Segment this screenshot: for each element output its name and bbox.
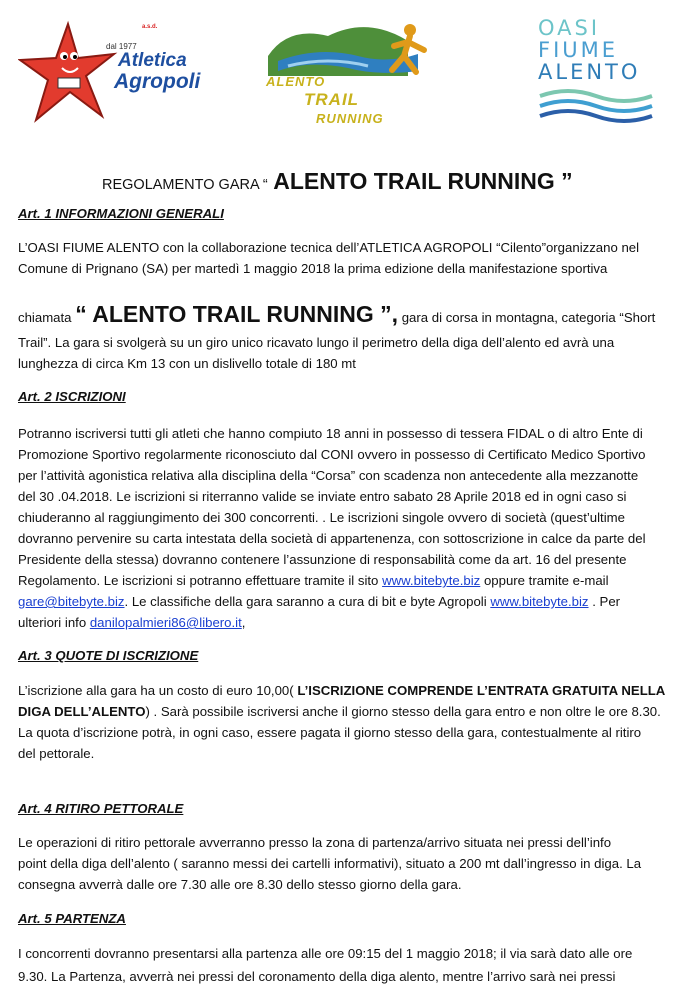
bitebyte-site-link[interactable]: www.bitebyte.biz [382, 573, 481, 588]
red-starfish-runner-icon [18, 20, 118, 130]
art3-line [18, 682, 665, 700]
art3-line: La quota d’iscrizione potrà, in ogni caso, essere pagata il giorno stesso della gara, contestualmente al ritiro [18, 725, 642, 740]
alento-trail-running-logo [258, 16, 438, 134]
art2-line8-suffix: oppure tramite e-mail [480, 573, 609, 588]
art3-line: del pettorale. [18, 746, 95, 761]
art2-line: dovranno pervenire su carta intestata della società di appartenenza, con sottoscrizione in calce da parte del [18, 531, 646, 546]
art2-line-links [18, 572, 609, 590]
art2-line: del 30 .04.2018. Le iscrizioni si riterranno valide se inviate entro sabato 28 Aprile 2018 ed in ogni caso si [18, 489, 627, 504]
logo-name-line2: Agropoli [114, 70, 201, 93]
art2-line: chiuderanno al raggiungimento dei 300 concorrenti. . Le iscrizioni singole ovvero di società (quest’ultime [18, 510, 625, 525]
art4-line: Le operazioni di ritiro pettorale avverranno presso la zona di partenza/arrivo situata nei pressi dell’info [18, 835, 612, 850]
art2-line9-mid: . Le classifiche della gara saranno a cura di bit e byte Agropoli [124, 594, 491, 609]
art3-line1-bold: L’ISCRIZIONE COMPRENDE L’ENTRATA GRATUITA NELLA [297, 683, 666, 698]
art2-line10-suffix: , [241, 615, 246, 630]
art2-line-links [18, 614, 245, 632]
art3-line2-suffix: ) . Sarà possibile iscriversi anche il giorno stesso della gara entro e non oltre le ore 8.30. [145, 704, 661, 719]
art5-line: 9.30. La Partenza, avverrà nei pressi del coronamento della diga alento, mentre l’arrivo sarà nei pressi [18, 969, 616, 984]
bitebyte-email-link[interactable]: gare@bitebyte.biz [18, 594, 125, 609]
oasi-fiume-alento-logo [530, 14, 680, 126]
art1-line3-prefix: chiamata [18, 310, 76, 325]
art4-line: consegna avverrà dalle ore 7.30 alle ore 8.30 dello stesso giorno della gara. [18, 877, 462, 892]
art2-heading: Art. 2 ISCRIZIONI [18, 389, 126, 404]
logo-since: dal 1977 [106, 42, 137, 51]
art1-line: lunghezza di circa Km 13 con un dislivello totale di 180 mt [18, 356, 356, 371]
title-prefix: REGOLAMENTO GARA “ [102, 177, 268, 193]
art4-line: point della diga dell’alento ( saranno messi dei cartelli informativi), situato a 200 mt dall’ingresso in diga. La [18, 856, 642, 871]
title-main: ALENTO TRAIL RUNNING ” [267, 168, 573, 194]
art1-line3-suffix: gara di corsa in montagna, categoria “Short [398, 310, 656, 325]
art4-heading: Art. 4 RITIRO PETTORALE [18, 801, 184, 816]
logo-name-line1: Atletica [118, 50, 187, 71]
art1-line: L’OASI FIUME ALENTO con la collaborazione tecnica dell’ATLETICA AGROPOLI “Cilento”organizzano nel [18, 240, 640, 255]
art5-line: I concorrenti dovranno presentarsi alla partenza alle ore 09:15 del 1 maggio 2018; il via sarà dato alle ore [18, 946, 633, 961]
art3-line1-prefix: L’iscrizione alla gara ha un costo di euro 10,00( [18, 683, 298, 698]
bitebyte-site-link-2[interactable]: www.bitebyte.biz [490, 594, 589, 609]
art5-heading: Art. 5 PARTENZA [18, 911, 126, 926]
art1-line: Comune di Prignano (SA) per martedì 1 maggio 2018 la prima edizione della manifestazione sportiva [18, 261, 608, 276]
contact-email-link[interactable]: danilopalmieri86@libero.it [89, 615, 242, 630]
art2-line10-prefix: ulteriori info [18, 615, 90, 630]
event-name: “ ALENTO TRAIL RUNNING ”, [75, 301, 399, 327]
logo-line2: TRAIL [304, 90, 360, 109]
atletica-agropoli-logo [18, 20, 201, 130]
art2-line: Presidente della stessa) dovranno contenere l’assunzione di responsabilità come da art. 16 del presente [18, 552, 627, 567]
wave-lines-icon [536, 88, 656, 124]
art1-heading: Art. 1 INFORMAZIONI GENERALI [18, 206, 224, 221]
art2-line: Promozione Sportivo regolarmente riconosciuto dal CONI ovvero in possesso di Certificato Medico Sportivo [18, 447, 646, 462]
logo-line3: RUNNING [316, 111, 384, 126]
art1-line: Trail”. La gara si svolgerà su un giro unico ricavato lungo il perimetro della diga dell’alento ed avrà una [18, 335, 615, 350]
logo-badge: a.s.d. [142, 24, 158, 30]
art2-line9-suffix: . Per [588, 594, 621, 609]
art2-line: per l’attività agonistica relativa alla disciplina della “Corsa” con scadenza non antecedente alla mezzanotte [18, 468, 639, 483]
art2-line8-prefix: Regolamento. Le iscrizioni si potranno effettuare tramite il sito [18, 573, 383, 588]
logo-line3: ALENTO [538, 60, 641, 84]
logo-line1: OASI [538, 16, 601, 40]
logo-line1: ALENTO [266, 74, 326, 89]
art3-line2-bold: DIGA DELL’ALENTO [18, 704, 146, 719]
header-logos [0, 0, 700, 150]
art2-line: Potranno iscriversi tutti gli atleti che hanno compiuto 18 anni in possesso di tessera FIDAL o di altro Ente di [18, 426, 643, 441]
art1-line-event [18, 300, 655, 332]
art3-heading: Art. 3 QUOTE DI ISCRIZIONE [18, 648, 199, 663]
page-title [102, 168, 573, 198]
logo-line2: FIUME [538, 38, 619, 62]
art3-line [18, 703, 661, 721]
art2-line-links [18, 593, 620, 611]
